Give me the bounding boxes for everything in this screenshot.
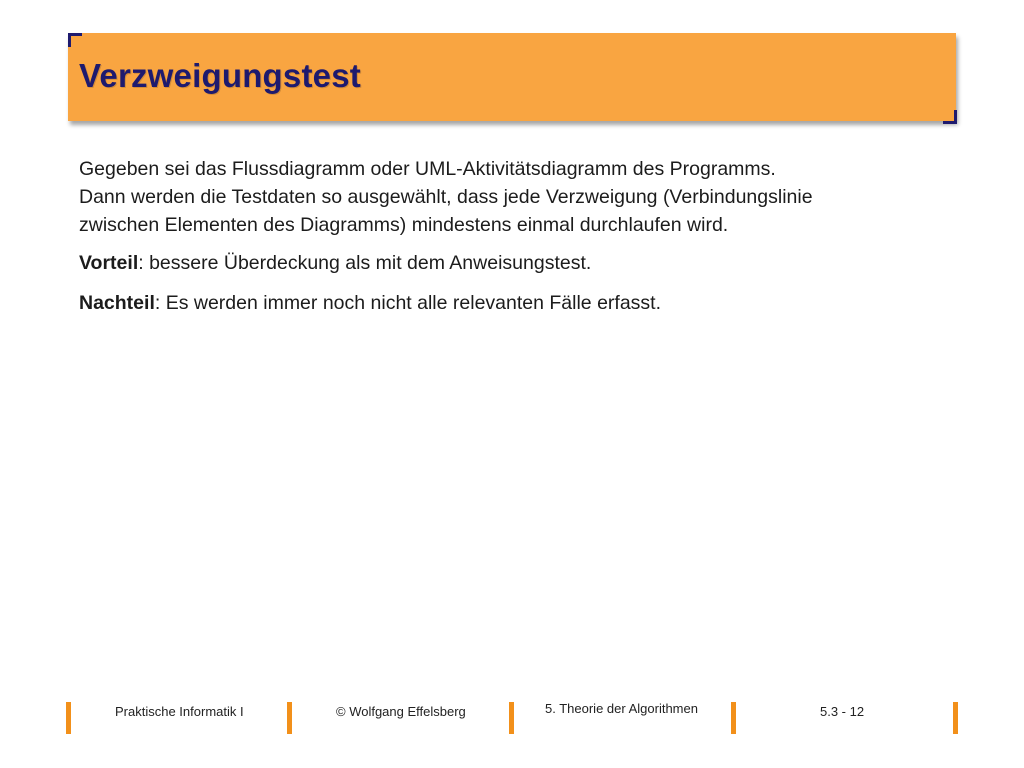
definition-line-1: Gegeben sei das Flussdiagramm oder UML-Aktivitätsdiagramm des Programms. [79, 158, 776, 180]
footer-divider-4 [731, 702, 736, 734]
footer-divider-5 [953, 702, 958, 734]
slide-title: Verzweigungstest [79, 57, 361, 94]
definition-line-2: Dann werden die Testdaten so ausgewählt, dass jede Verzweigung (Verbindungslinie [79, 186, 813, 208]
advantage-text: : bessere Überdeckung als mit dem Anweisungstest. [138, 252, 592, 274]
slide-body [79, 155, 959, 329]
disadvantage-paragraph [79, 289, 959, 317]
title-bar [68, 33, 956, 121]
advantage-label: Vorteil [79, 252, 139, 274]
title-corner-bottom-right [943, 110, 957, 124]
disadvantage-text: : Es werden immer noch nicht alle relevanten Fälle erfasst. [154, 292, 662, 314]
footer-course: Praktische Informatik I [115, 704, 244, 719]
footer-divider-1 [66, 702, 71, 734]
footer-page-number: 5.3 - 12 [820, 704, 865, 719]
footer-divider-3 [509, 702, 514, 734]
disadvantage-label: Nachteil [79, 292, 155, 314]
footer-chapter: 5. Theorie der Algorithmen [545, 701, 698, 716]
footer-divider-2 [287, 702, 292, 734]
definition-paragraph [79, 155, 959, 239]
footer-author: © Wolfgang Effelsberg [336, 704, 466, 719]
title-corner-top-left [68, 33, 82, 47]
advantage-paragraph [79, 249, 959, 277]
definition-line-3: zwischen Elementen des Diagramms) mindestens einmal durchlaufen wird. [79, 214, 729, 236]
